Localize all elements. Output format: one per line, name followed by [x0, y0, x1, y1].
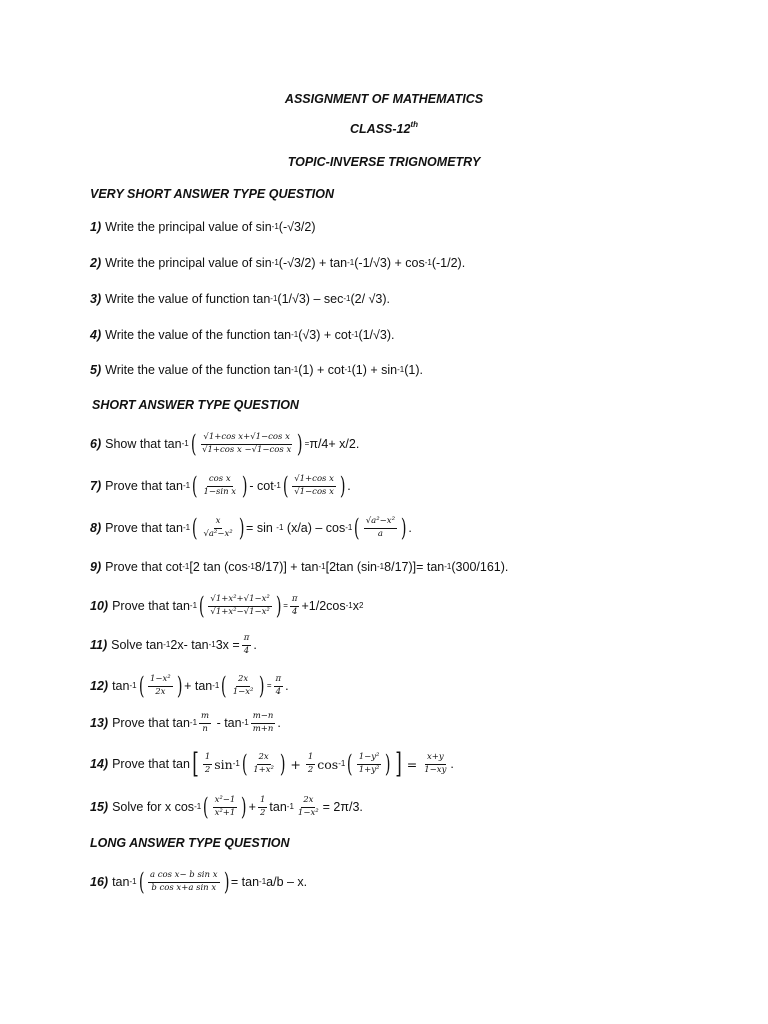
numerator: √1+x²+√1−x² — [208, 595, 271, 607]
left-paren: ( — [190, 430, 197, 458]
right-paren: ) — [259, 672, 265, 700]
q-text: + tan — [184, 679, 213, 693]
denominator: m+n — [252, 723, 274, 734]
q-text: a/b – x. — [266, 875, 308, 889]
q-number: 2) — [90, 256, 102, 270]
equals: = — [406, 756, 418, 772]
q-text: Write the principal value of sin — [105, 220, 272, 234]
q-text: . — [450, 757, 454, 771]
tan-text: tan — [269, 800, 287, 814]
q-number: 14) — [90, 757, 109, 771]
left-paren: ( — [241, 750, 248, 778]
numerator: √a²−x² — [364, 517, 397, 529]
q-number: 13) — [90, 716, 109, 730]
section-long: LONG ANSWER TYPE QUESTION — [90, 836, 290, 850]
q-text: (1). — [404, 363, 423, 377]
half-fraction — [258, 796, 267, 819]
q-number: 10) — [90, 599, 109, 613]
assignment-title: ASSIGNMENT OF MATHEMATICS — [284, 92, 484, 106]
question-7: 7) Prove that tan -1 ( $\frac{\text{cos x}}{\text{1−sin x}}$ ) - cot -1 ( $\frac{\text{√1+cos x}}{\text{√1−cos x}}$ ) . — [90, 472, 351, 500]
question-1: 1) Write the principal value of sin -1 (-√3/2) — [90, 220, 316, 234]
numerator: 2x — [236, 675, 250, 687]
q-text: [2 tan (cos — [189, 560, 248, 574]
sin-text: sin — [214, 756, 233, 772]
denominator: n — [202, 723, 208, 734]
q-text: Show that tan — [105, 437, 182, 451]
section-very-short: VERY SHORT ANSWER TYPE QUESTION — [90, 187, 335, 201]
q-text: 8/17)]= tan — [384, 560, 445, 574]
denominator: 1−x² — [297, 807, 319, 818]
numerator: a cos x− b sin x — [148, 871, 220, 883]
q-text: = 2π/3. — [322, 800, 363, 814]
numerator: √1+cos x+√1−cos x — [201, 433, 292, 445]
q-number: 4) — [90, 328, 102, 342]
fraction — [148, 675, 173, 698]
denominator: 2 — [307, 764, 314, 775]
right-paren: ) — [385, 750, 391, 778]
question-15: 15) Solve for x cos -1 ( $\frac{\text{x²−1}}{\text{x²+1}}$ ) + $\frac{1}{2}$ tan -1 $\frac{2x}{\text{1−x²}}$ = 2π/3. — [90, 793, 363, 821]
q-text: tan — [112, 679, 130, 693]
q-text: . — [408, 521, 412, 535]
numerator: π — [274, 675, 284, 687]
topic-label: TOPIC-INVERSE TRIGNOMETRY — [287, 155, 481, 169]
question-11: 11) Solve tan -1 2x- tan -1 3x = $\frac{\pi}{4}$ . — [90, 632, 257, 656]
numerator: m — [199, 712, 211, 724]
right-paren: ) — [176, 672, 183, 700]
q-text: . — [347, 479, 351, 493]
left-paren: ( — [354, 514, 360, 542]
denominator: 1+x² — [253, 764, 274, 775]
numerator: 2x — [257, 753, 271, 765]
q-text: Prove that cot — [105, 560, 183, 574]
q-text: Write the value of the function tan — [105, 363, 292, 377]
left-paren: ( — [282, 472, 289, 500]
denominator: 4 — [243, 645, 250, 656]
numerator: √1+cos x — [292, 475, 336, 487]
numerator: x²−1 — [213, 796, 238, 808]
numerator: cos x — [207, 475, 233, 487]
fraction — [251, 712, 276, 735]
q-text: (1) + cot — [298, 363, 345, 377]
right-paren: ) — [297, 430, 303, 458]
q-text: [2tan (sin — [325, 560, 378, 574]
question-2: 2) Write the principal value of sin -1 (-√3/2) + tan -1 (-1/√3) + cos -1 (-1/2). — [90, 256, 466, 270]
denominator: √1+x²−√1−x² — [210, 606, 270, 617]
fraction — [292, 475, 336, 498]
q-number: 6) — [90, 437, 102, 451]
q-number: 11) — [90, 638, 108, 652]
denominator: b cos x+a sin x — [151, 882, 217, 893]
question-4: 4) Write the value of the function tan -1 (√3) + cot -1 (1/√3). — [90, 328, 395, 342]
right-paren: ) — [279, 750, 286, 778]
q-text: (-√3/2) — [278, 220, 316, 234]
numerator: 1 — [258, 796, 267, 808]
fraction — [208, 595, 271, 618]
left-paren: ( — [221, 672, 227, 700]
q-text: (1/√3). — [358, 328, 395, 342]
q-number: 8) — [90, 521, 102, 535]
denominator: 2x — [155, 686, 166, 697]
question-3: 3) Write the value of function tan -1 (1/√3) – sec -1 (2/ √3). — [90, 292, 390, 306]
right-paren: ) — [400, 514, 407, 542]
right-paren: ) — [275, 592, 282, 620]
q-text: (x/a) – cos — [286, 521, 346, 535]
denominator: √1+cos x −√1−cos x — [202, 444, 292, 455]
q-text: (√3) + cot — [298, 328, 352, 342]
q-text: tan — [112, 875, 130, 889]
q-text: Write the value of the function tan — [105, 328, 292, 342]
right-bracket: ] — [395, 747, 402, 780]
q-text: Solve for x cos — [112, 800, 195, 814]
q-text: +1/2cos — [301, 599, 346, 613]
right-paren: ) — [339, 472, 346, 500]
left-paren: ( — [191, 514, 198, 542]
numerator: π — [242, 634, 252, 646]
q-text: = sin — [246, 521, 273, 535]
question-8: 8) Prove that tan -1 ( $\frac{x}{\text{√a²−x²}}$ ) = sin -1 (x/a) – cos -1 ( $\frac{\text{√a²−x²}}{a}$ ) . — [90, 514, 412, 542]
left-paren: ( — [203, 793, 209, 821]
pi-fraction — [290, 595, 300, 618]
q-number: 12) — [90, 679, 109, 693]
q-text: Solve tan — [111, 638, 164, 652]
left-bracket: [ — [192, 747, 199, 780]
section-short: SHORT ANSWER TYPE QUESTION — [92, 398, 299, 412]
fraction — [201, 475, 238, 498]
q-number: 7) — [90, 479, 102, 493]
right-paren: ) — [238, 514, 245, 542]
q-text: (1) + sin — [351, 363, 398, 377]
q-text: - cot — [249, 479, 274, 493]
numerator: 1 — [203, 753, 212, 765]
numerator: 1−x² — [148, 675, 173, 687]
q-text: (2/ √3). — [350, 292, 390, 306]
fraction — [148, 871, 220, 894]
numerator: 1−y² — [357, 753, 382, 765]
right-paren: ) — [241, 472, 248, 500]
denominator: √a²−x² — [203, 528, 233, 539]
question-12: 12) tan -1 ( $\frac{\text{1−x²}}{2x}$ ) + tan -1 ( $\frac{2x}{\text{1−x²}}$ ) = $\frac{\pi}{4}$ . — [90, 672, 289, 700]
left-paren: ( — [191, 472, 198, 500]
fraction — [251, 753, 276, 776]
question-10: 10) Prove that tan -1 ( $\frac{\text{√1+x²+√1−x²}}{\text{√1+x²−√1−x²}}$ ) = $\frac{\pi}{4}$ +1/2cos -1 x 2 — [90, 592, 364, 620]
fraction — [422, 753, 448, 776]
denominator: 1−xy — [424, 764, 447, 775]
denominator: 2 — [204, 764, 211, 775]
cos-text: cos — [317, 756, 339, 772]
q-text: Prove that tan — [105, 479, 183, 493]
left-paren: ( — [347, 750, 353, 778]
q-text: (1/√3) – sec — [277, 292, 344, 306]
right-paren: ) — [241, 793, 247, 821]
q-text: 3x = — [215, 638, 240, 652]
numerator: m−n — [251, 712, 276, 724]
class-suffix: th — [410, 120, 418, 129]
q-number: 5) — [90, 363, 102, 377]
q-text: Write the principal value of sin — [105, 256, 272, 270]
left-paren: ( — [138, 672, 145, 700]
denominator: 4 — [291, 606, 298, 617]
denominator: 1−x² — [232, 686, 254, 697]
question-13: 13) Prove that tan -1 $\frac{m}{n}$ - tan -1 $\frac{m-n}{m+n}$ . — [90, 710, 281, 734]
fraction — [201, 517, 234, 540]
class-label — [0, 122, 768, 136]
fraction — [357, 753, 382, 776]
left-paren: ( — [198, 592, 205, 620]
fraction — [199, 712, 211, 735]
denominator: 4 — [275, 686, 282, 697]
half-fraction — [203, 753, 212, 776]
plus-sign: + — [248, 800, 256, 814]
denominator: 1−sin x — [203, 486, 237, 497]
q-text: π/4+ x/2. — [309, 437, 360, 451]
class-text: CLASS-12 — [350, 122, 411, 136]
numerator: π — [290, 595, 300, 607]
question-14: 14) Prove that tan [ $\frac{1}{2}$ sin -1 ( $\frac{2x}{\text{1+x²}}$ ) + $\frac{1}{2}$ cos -1 ( $\frac{\text{1−y²}}{\text{1+y²}}$ ) ] = $\frac{x+y}{1-xy}$ . — [90, 747, 454, 780]
q-text: . — [253, 638, 257, 652]
q-number: 3) — [90, 292, 102, 306]
denominator: 2 — [259, 807, 266, 818]
plus-sign: + — [290, 756, 301, 772]
denominator: √1−cos x — [294, 486, 334, 497]
pi-fraction — [242, 634, 252, 657]
q-text: x — [352, 599, 359, 613]
fraction — [200, 433, 293, 456]
numerator: 1 — [306, 753, 315, 765]
q-text: 8/17)] + tan — [254, 560, 319, 574]
question-16: 16) tan -1 ( $\frac{\text{a cos x− b sin x}}{\text{b cos x+a sin x}}$ ) = tan -1 a/b – x. — [90, 868, 308, 896]
q-number: 1) — [90, 220, 102, 234]
q-text: (-1/2). — [431, 256, 466, 270]
q-number: 16) — [90, 875, 109, 889]
denominator: x²+1 — [214, 807, 236, 818]
pi-fraction — [274, 675, 284, 698]
numerator: 2x — [301, 796, 315, 808]
q-text: = tan — [230, 875, 260, 889]
q-text: Prove that tan — [112, 757, 190, 771]
q-text: Prove that tan — [105, 521, 183, 535]
question-5: 5) Write the value of the function tan -1 (1) + cot -1 (1) + sin -1 (1). — [90, 363, 423, 377]
fraction — [231, 675, 256, 698]
question-6: 6) Show that tan -1 ( $\frac{\text{√1+cos x+√1−cos x}}{\text{√1+cos x −√1−cos x}}$ ) = π/4+ x/2. — [90, 430, 360, 458]
right-paren: ) — [223, 868, 229, 896]
q-text: . — [285, 679, 289, 693]
q-text: (300/161). — [451, 560, 509, 574]
fraction — [364, 517, 397, 540]
q-number: 15) — [90, 800, 109, 814]
fraction — [296, 796, 321, 819]
q-text: Prove that tan — [112, 716, 190, 730]
denominator: 1+y² — [358, 764, 380, 775]
q-text: - tan — [216, 716, 242, 730]
q-number: 9) — [90, 560, 102, 574]
q-text: Prove that tan — [112, 599, 190, 613]
question-9: 9) Prove that cot -1 [2 tan (cos -1 8/17)] + tan -1 [2tan (sin -1 8/17)]= tan -1 (300/161). — [90, 560, 509, 574]
half-fraction — [306, 753, 315, 776]
numerator: x+y — [425, 753, 446, 765]
q-text: (-√3/2) + tan — [278, 256, 348, 270]
q-text: 2x- tan — [170, 638, 209, 652]
numerator: x — [214, 517, 223, 529]
q-text: (-1/√3) + cos — [354, 256, 425, 270]
q-text: Write the value of function tan — [105, 292, 271, 306]
fraction — [213, 796, 238, 819]
denominator: a — [377, 528, 383, 539]
left-paren: ( — [138, 868, 145, 896]
q-text: . — [277, 716, 281, 730]
